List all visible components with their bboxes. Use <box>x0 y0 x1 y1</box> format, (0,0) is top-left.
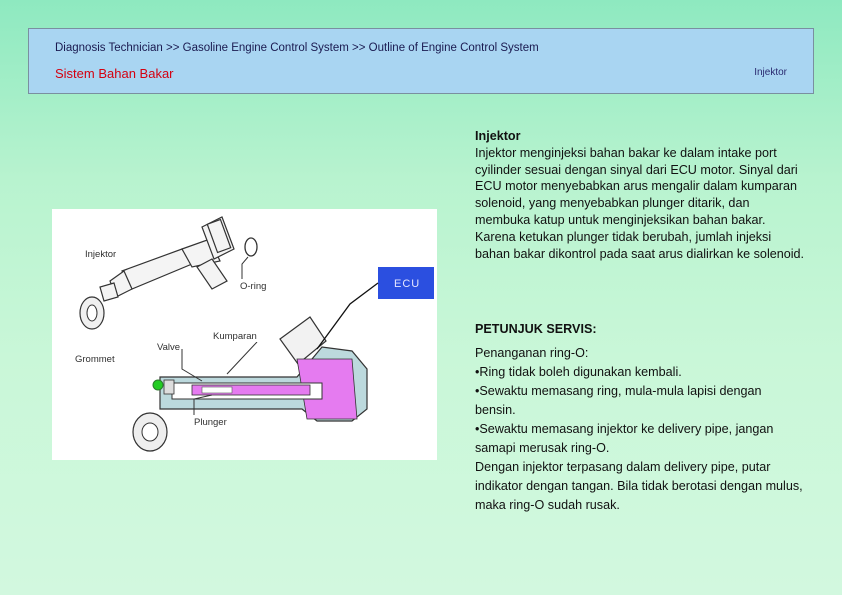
injector-external-drawing <box>100 217 234 301</box>
description-paragraph-2: Karena ketukan plunger tidak berubah, jumlah injeksi bahan bakar dikontrol pada saat arus dialirkan ke solenoid. <box>475 229 805 261</box>
service-bullet-2: •Sewaktu memasang ring, mula-mula lapisi dengan bensin. <box>475 384 762 417</box>
injector-diagram <box>52 209 437 460</box>
label-ecu: ECU <box>394 278 421 290</box>
service-bullet-3: •Sewaktu memasang injektor ke delivery pipe, jangan samapi merusak ring-O. <box>475 422 774 455</box>
header-topic-label: Injektor <box>754 67 787 78</box>
service-closing: Dengan injektor terpasang dalam delivery pipe, putar indikator dengan tangan. Bila tidak berotasi dengan mulus, maka ring-O sudah rusak. <box>475 460 803 512</box>
header-banner <box>28 28 814 94</box>
valve-tip <box>153 380 163 390</box>
description-paragraph-1: Injektor menginjeksi bahan bakar ke dalam intake port cyilinder sesuai dengan sinyal dari ECU motor. Sinyal dari ECU motor menyebabkan arus mengalir dalam kumparan solenoid, yang menyebabkan plunger ditarik, dan membuka katup untuk menginjeksikan bahan bakar. <box>475 145 798 227</box>
label-plunger: Plunger <box>194 417 227 428</box>
description-title: Injektor <box>475 129 521 143</box>
injector-cross-section <box>153 347 367 421</box>
service-tips-title: PETUNJUK SERVIS: <box>475 322 597 336</box>
service-intro: Penanganan ring-O: <box>475 346 589 360</box>
service-bullet-1: •Ring tidak boleh digunakan kembali. <box>475 365 682 379</box>
label-kumparan: Kumparan <box>213 331 257 342</box>
label-grommet: Grommet <box>75 354 115 365</box>
injector-description <box>475 128 805 262</box>
label-valve: Valve <box>157 342 181 353</box>
breadcrumb[interactable]: Diagnosis Technician >> Gasoline Engine Control System >> Outline of Engine Control System <box>55 42 539 54</box>
label-o-ring: O-ring <box>240 281 267 292</box>
o-ring-icon <box>245 238 257 256</box>
label-injektor: Injektor <box>85 249 117 260</box>
section-title: Sistem Bahan Bakar <box>55 66 174 81</box>
service-tips-body <box>475 344 805 515</box>
